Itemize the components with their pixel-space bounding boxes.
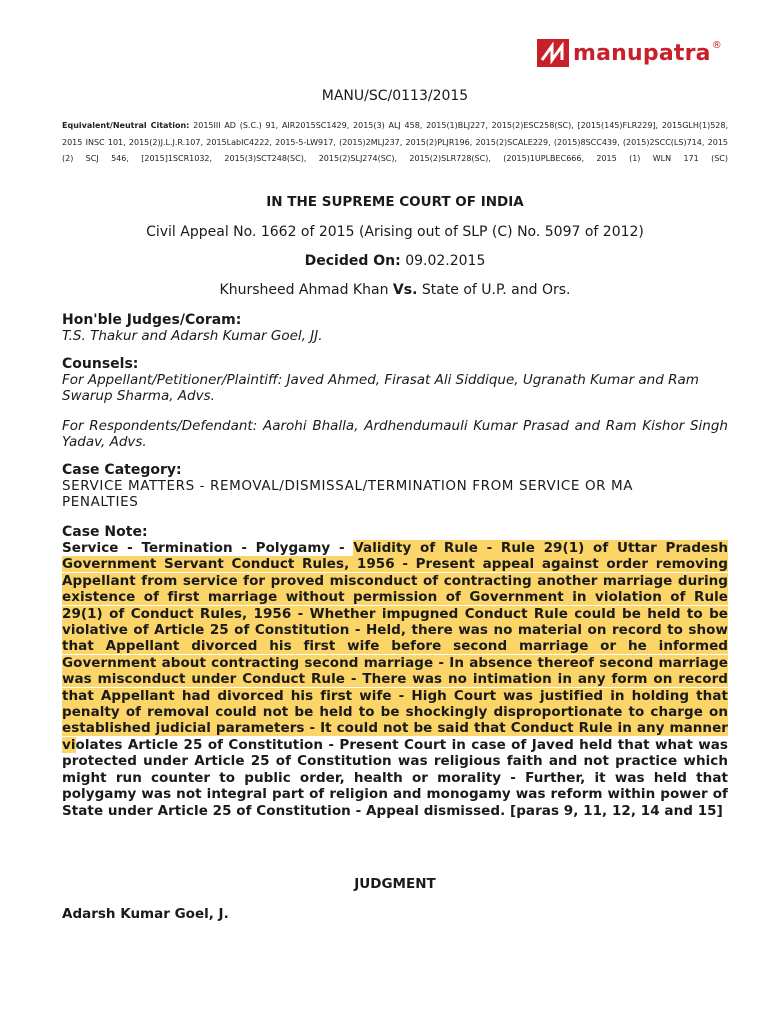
- case-parties: [62, 282, 728, 298]
- manu-citation-id: MANU/SC/0113/2015: [321, 88, 469, 104]
- counsel-respondent: For Respondents/Defendant: Aarohi Bhalla, Ardhendumauli Kumar Prasad and Ram Kishor Singh Yadav, Advs.: [62, 418, 728, 450]
- judgment-heading: JUDGMENT: [354, 876, 436, 892]
- party-vs: Vs.: [392, 282, 418, 298]
- case-note-suffix: olates Article 25 of Constitution - Present Court in case of Javed held that what was protected under Article 25 of Constitution was religious faith and not practice which might run counter to public order, health or morality - Further, it was held that polygamy was not integral part of religion and monogamy was reform within power of State under Article 25 of Constitution - Appeal dismissed. [paras 9, 11, 12, 14 and 15]: [62, 736, 728, 819]
- citation-text: 2015III AD (S.C.) 91, AIR2015SC1429, 2015(3) ALJ 458, 2015(1)BLJ227, 2015(2)ESC258(SC), [2015(145)FLR229], 2015GLH(1)528, 2015 INSC 101, 2015(2)J.L.J.R.107, 2015LabIC4222, 2015-5-LW917, (2015)2MLJ237, 2015(2)PLJR196, 2015(2)SCALE229, (2015)8SCC439, (2015)2SCC(LS)714, 2015 (2) SCJ 546, [2015]1SCR1032, 2015(3)SCT248(SC), 2015(2)SLJ274(SC), 2015(2)SLR728(SC), (2015)1UPLBEC666, 2015 (1) WLN 171 (SC): [62, 121, 729, 163]
- party-appellant: Khursheed Ahmad Khan: [219, 282, 389, 298]
- logo-text: manupatra: [573, 40, 711, 66]
- case-note-body: [62, 540, 728, 819]
- case-note-prefix: Service - Termination - Polygamy -: [62, 540, 354, 556]
- equivalent-citation: [62, 118, 728, 168]
- case-category-heading: Case Category:: [62, 462, 182, 478]
- decided-label: Decided On:: [304, 253, 401, 269]
- party-respondent: State of U.P. and Ors.: [421, 282, 571, 298]
- case-note-section: [62, 524, 728, 819]
- appeal-number: Civil Appeal No. 1662 of 2015 (Arising out of SLP (C) No. 5097 of 2012): [146, 224, 644, 240]
- counsels-section: [62, 356, 728, 404]
- manupatra-logo-icon: [537, 39, 569, 67]
- judgment-author: Adarsh Kumar Goel, J.: [62, 906, 229, 922]
- counsel-appellant: For Appellant/Petitioner/Plaintiff: Javed Ahmed, Firasat Ali Siddique, Ugranath Kumar and Ram Swarup Sharma, Advs.: [62, 372, 699, 404]
- case-category-line-2: PENALTIES: [62, 494, 139, 510]
- case-note-heading: Case Note:: [62, 524, 148, 540]
- manupatra-logo: [537, 38, 722, 68]
- decided-on: [62, 253, 728, 269]
- case-category-line-1: SERVICE MATTERS - REMOVAL/DISMISSAL/TERMINATION FROM SERVICE OR MA: [62, 478, 634, 494]
- court-name: IN THE SUPREME COURT OF INDIA: [266, 194, 524, 210]
- judges-section: [62, 312, 728, 344]
- logo-registered-mark: ®: [711, 39, 722, 51]
- case-note-highlight: Validity of Rule - Rule 29(1) of Uttar Pradesh Government Servant Conduct Rules, 1956 - Present appeal against order removing Appellant from service for proved misconduct of contracting another marriage during existence of first marriage without permission of Government in violation of Rule 29(1) of Conduct Rules, 1956 - Whether impugned Conduct Rule could be held to be violative of Article 25 of Constitution - Held, there was no material on record to show that Appellant divorced his first wife before second marriage or he informed Government about contracting second marriage - In absence thereof second marriage was misconduct under Conduct Rule - There was no intimation in any form on record that Appellant had divorced his first wife - High Court was justified in holding that penalty of removal could not be held to be shockingly disproportionate to charge on established judicial parameters - It could not be said that Conduct Rule in any manner vi: [62, 540, 728, 753]
- citation-label: Equivalent/Neutral Citation:: [62, 121, 190, 130]
- decided-date: 09.02.2015: [405, 253, 486, 269]
- counsels-heading: Counsels:: [62, 356, 139, 372]
- judges-heading: Hon'ble Judges/Coram:: [62, 312, 242, 328]
- judges-names: T.S. Thakur and Adarsh Kumar Goel, JJ.: [62, 328, 323, 344]
- case-category-section: [62, 462, 728, 510]
